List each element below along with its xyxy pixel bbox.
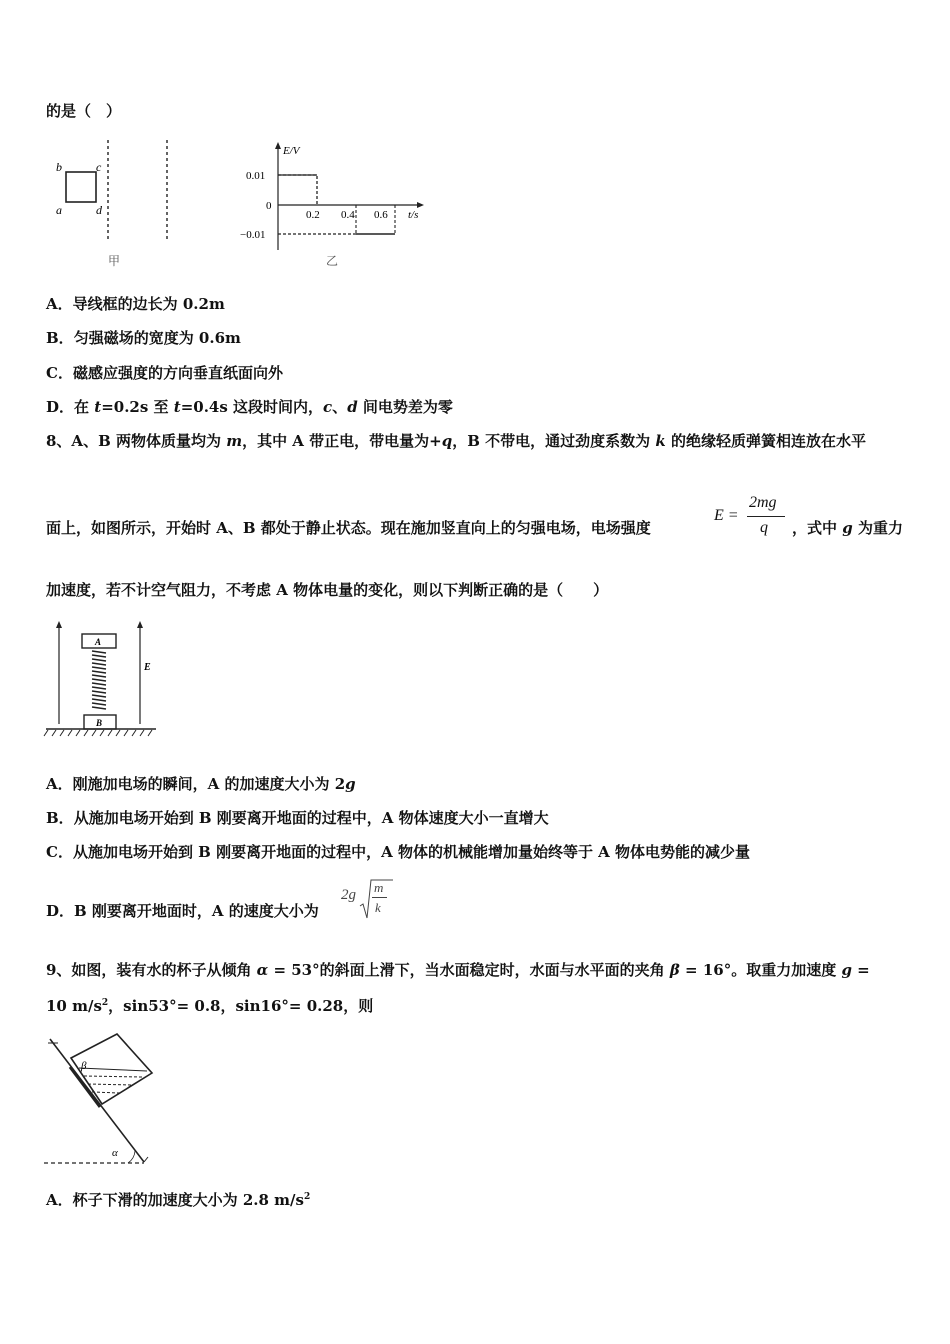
q8-spring-figure bbox=[44, 620, 159, 740]
yi-xtick-04: 0.4 bbox=[341, 209, 355, 221]
q8-option-d-formula bbox=[341, 876, 393, 922]
q7-option-d-letter: D． bbox=[46, 398, 75, 416]
q8-stem-line1 bbox=[46, 431, 866, 451]
formula-sqrt-fraction-bar bbox=[372, 897, 387, 898]
formula-sqrt-denominator: k bbox=[375, 900, 381, 915]
q9-option-a-text: 杯子下滑的加速度大小为 2.8 m/s bbox=[72, 1191, 304, 1209]
q7-option-d-part: 、 bbox=[332, 398, 348, 416]
q7-stem-tail: 的是（ ） bbox=[46, 102, 122, 120]
q7-option-d-part: 间电势差为零 bbox=[357, 398, 453, 416]
q9-var-alpha: α bbox=[256, 961, 269, 979]
jia-label-b: b bbox=[56, 160, 62, 174]
q7-option-d-var-t1: t bbox=[94, 398, 102, 416]
q7-option-c-text: 磁感应强度的方向垂直纸面向外 bbox=[72, 364, 283, 382]
q8-text: 面上，如图所示，开始时 A、B 都处于静止状态。现在施加竖直向上的匀强电场，电场强度 bbox=[46, 519, 651, 537]
q8-stem-line2 bbox=[46, 518, 651, 538]
q8-var-m: m bbox=[226, 432, 243, 450]
q7-figure-yi bbox=[240, 140, 440, 270]
q9-option-a bbox=[46, 1190, 310, 1210]
q8-option-c bbox=[46, 842, 750, 862]
q9-cup-figure bbox=[44, 1035, 164, 1170]
q8-option-d-text: B 刚要离开地面时，A 的速度大小为 bbox=[74, 902, 319, 920]
q8-var-g: g bbox=[842, 519, 853, 537]
q9-stem-line2 bbox=[46, 996, 373, 1016]
yi-x-axis-label: t/s bbox=[408, 209, 419, 221]
q9-text: = 16°。取重力加速度 bbox=[679, 961, 842, 979]
q8-option-b-text: 从施加电场开始到 B 刚要离开地面的过程中，A 物体速度大小一直增大 bbox=[73, 809, 549, 827]
q8-option-a-text: 刚施加电场的瞬间，A 的加速度大小为 2 bbox=[72, 775, 346, 793]
q8-option-b-letter: B． bbox=[46, 809, 74, 827]
formula-sqrt-numerator: m bbox=[374, 880, 384, 895]
q9-var-beta: β bbox=[669, 961, 680, 979]
formula-coef: 2g bbox=[341, 887, 356, 903]
q9-sup: 2 bbox=[101, 998, 109, 1008]
q7-option-c-letter: C． bbox=[46, 364, 73, 382]
q8-text: ，B 不带电，通过劲度系数为 bbox=[452, 432, 656, 450]
q7-option-a bbox=[46, 294, 225, 314]
label-alpha: α bbox=[112, 1147, 118, 1159]
q8-option-c-text: 从施加电场开始到 B 刚要离开地面的过程中，A 物体的机械能增加量始终等于 A 物体电势能的减少量 bbox=[72, 843, 751, 861]
q9-option-a-letter: A． bbox=[46, 1191, 73, 1209]
jia-label-a: a bbox=[56, 203, 62, 217]
q7-option-d bbox=[46, 397, 453, 417]
q8-text: ，式中 bbox=[792, 519, 843, 537]
q8-text: 的绝缘轻质弹簧相连放在水平 bbox=[665, 432, 866, 450]
q8-option-a-letter: A． bbox=[46, 775, 73, 793]
q7-option-d-part: =0.2s 至 bbox=[101, 398, 174, 416]
yi-ytick-zero: 0 bbox=[266, 200, 272, 212]
label-a: A bbox=[95, 637, 102, 647]
q7-option-b bbox=[46, 328, 241, 348]
label-e: E bbox=[144, 662, 151, 673]
q9-text: = 53°的斜面上滑下，当水面稳定时，水面与水平面的夹角 bbox=[268, 961, 670, 979]
q7-option-c bbox=[46, 363, 283, 383]
jia-caption: 甲 bbox=[108, 254, 121, 268]
q9-text: 9、如图，装有水的杯子从倾角 bbox=[46, 961, 257, 979]
label-beta: β bbox=[81, 1060, 87, 1072]
formula-denominator: q bbox=[760, 519, 768, 536]
q7-option-d-part: 在 bbox=[74, 398, 95, 416]
yi-ytick-neg: −0.01 bbox=[240, 229, 266, 241]
q8-stem-line3: 加速度，若不计空气阻力，不考虑 A 物体电量的变化，则以下判断正确的是（ ） bbox=[46, 581, 609, 599]
jia-label-d: d bbox=[96, 203, 102, 217]
q7-option-d-var-c: c bbox=[323, 398, 333, 416]
q7-option-d-var-t2: t bbox=[173, 398, 181, 416]
yi-xtick-06: 0.6 bbox=[374, 209, 388, 221]
label-b: B bbox=[96, 718, 103, 728]
formula-lhs: E = bbox=[714, 507, 739, 524]
q8-option-a-var-g: g bbox=[345, 775, 356, 793]
yi-y-axis-label: E/V bbox=[283, 145, 300, 157]
jia-label-c: c bbox=[96, 160, 102, 174]
q8-option-b bbox=[46, 808, 549, 828]
q8-option-d bbox=[46, 901, 319, 921]
q9-text: ，sin53°= 0.8，sin16°= 0.28，则 bbox=[108, 997, 374, 1015]
q7-option-a-letter: A． bbox=[46, 295, 73, 313]
q8-field-formula bbox=[714, 494, 786, 540]
q8-option-d-letter: D． bbox=[46, 902, 75, 920]
q9-text: 10 m/s bbox=[46, 997, 102, 1015]
q8-text: 为重力 bbox=[852, 519, 903, 537]
q8-option-c-letter: C． bbox=[46, 843, 73, 861]
yi-ytick-pos: 0.01 bbox=[246, 170, 266, 182]
q9-option-a-sup: 2 bbox=[303, 1192, 311, 1202]
q8-option-a bbox=[46, 774, 356, 794]
q7-option-a-text: 导线框的边长为 0.2m bbox=[72, 295, 225, 313]
q7-option-d-part: =0.4s 这段时间内， bbox=[180, 398, 324, 416]
q7-option-b-letter: B． bbox=[46, 329, 74, 347]
q8-var-k: k bbox=[655, 432, 666, 450]
formula-numerator: 2mg bbox=[749, 494, 777, 511]
formula-fraction-bar bbox=[747, 516, 785, 517]
q7-option-b-text: 匀强磁场的宽度为 0.6m bbox=[73, 329, 241, 347]
q9-text: = bbox=[851, 961, 870, 979]
q9-var-g: g bbox=[841, 961, 852, 979]
q7-option-d-var-d: d bbox=[347, 398, 358, 416]
yi-caption: 乙 bbox=[326, 254, 339, 268]
q8-var-q: q bbox=[441, 432, 453, 450]
yi-xtick-02: 0.2 bbox=[306, 209, 320, 221]
q7-figure-jia bbox=[48, 138, 188, 268]
q8-stem-line2-end bbox=[792, 518, 903, 538]
q9-stem-line1 bbox=[46, 960, 870, 980]
q8-text: 8、A、B 两物体质量均为 bbox=[46, 432, 227, 450]
q8-text: ，其中 A 带正电，带电量为+ bbox=[242, 432, 442, 450]
